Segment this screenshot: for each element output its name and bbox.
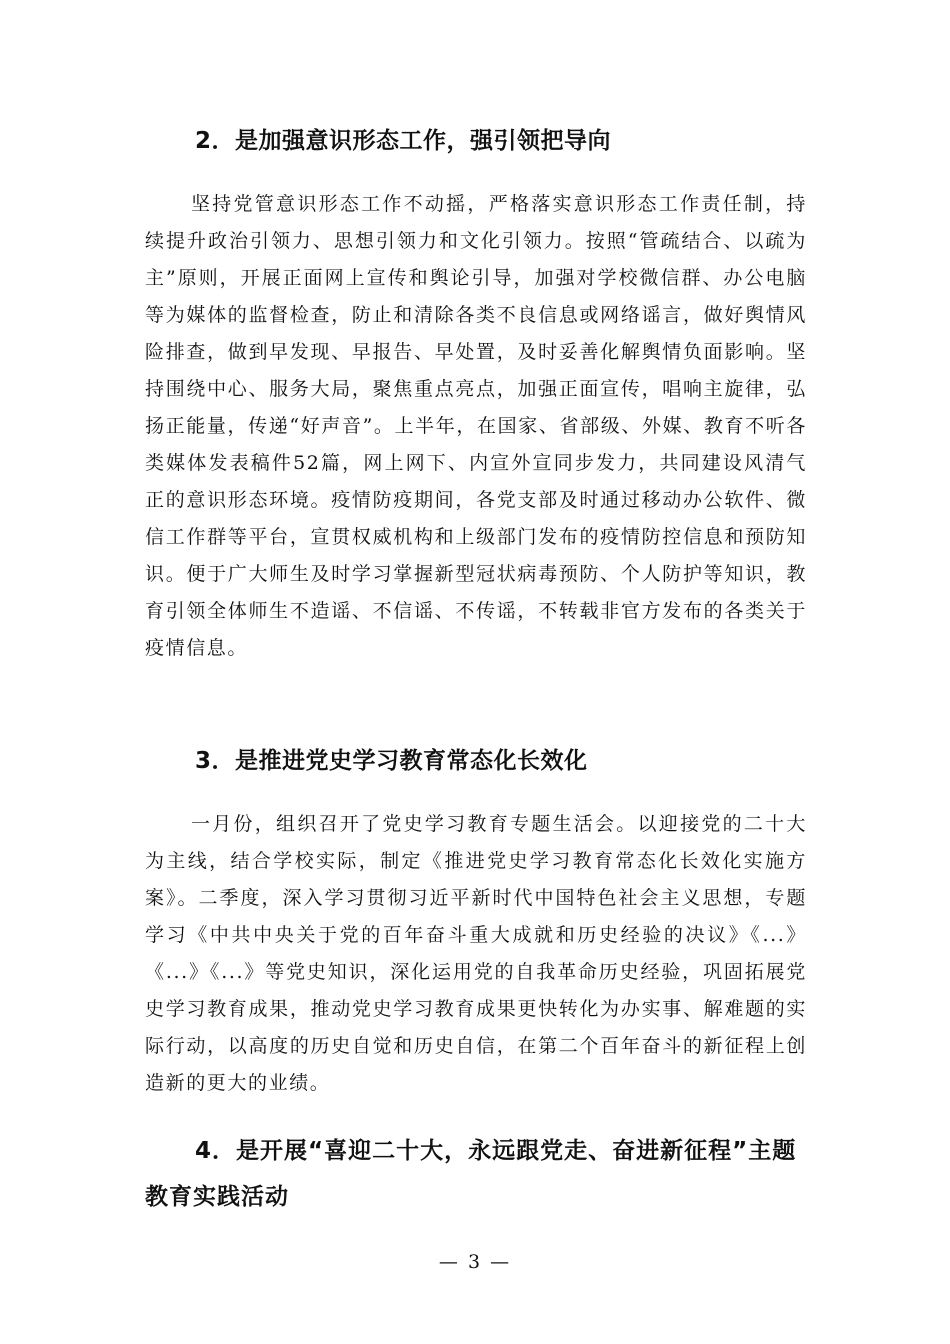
section-heading-2: 2．是加强意识形态工作，强引领把导向 [195,128,612,154]
section-body-2: 坚持党管意识形态工作不动摇，严格落实意识形态工作责任制，持续提升政治引领力、思想引领力和文化引领力。按照“管疏结合、以疏为主”原则，开展正面网上宣传和舆论引导，加强对学校微信群、办公电脑等为媒体的监督检查，防止和清除各类不良信息或网络谣言，做好舆情风险排查，做到早发现、早报告、早处置，及时妥善化解舆情负面影响。坚持围绕中心、服务大局，聚焦重点亮点，加强正面宣传，唱响主旋律，弘扬正能量，传递“好声音”。上半年，在国家、省部级、外媒、教育不听各类媒体发表稿件52篇，网上网下、内宣外宣同步发力，共同建设风清气正的意识形态环境。疫情防疫期间，各党支部及时通过移动办公软件、微信工作群等平台，宣贯权威机构和上级部门发布的疫情防控信息和预防知识。便于广大师生及时学习掌握新型冠状病毒预防、个人防护等知识，教育引领全体师生不造谣、不信谣、不传谣，不转载非官方发布的各类关于疫情信息。 [145,193,807,659]
section-heading-4: 4．是开展“喜迎二十大，永远跟党走、奋进新征程”主题教育实践活动 [145,1138,797,1210]
page-number: — 3 — [438,1251,512,1273]
section-heading-3: 3．是推进党史学习教育常态化长效化 [195,748,588,774]
section-body-3: 一月份，组织召开了党史学习教育专题生活会。以迎接党的二十大为主线，结合学校实际，制定《推进党史学习教育常态化长效化实施方案》。二季度，深入学习贯彻习近平新时代中国特色社会主义思想，专题学习《中共中央关于党的百年奋斗重大成就和历史经验的决议》《...》《...》《...》等党史知识，深化运用党的自我革命历史经验，巩固拓展党史学习教育成果，推动党史学习教育成果更快转化为办实事、解难题的实际行动，以高度的历史自觉和历史自信，在第二个百年奋斗的新征程上创造新的更大的业绩。 [145,813,807,1094]
